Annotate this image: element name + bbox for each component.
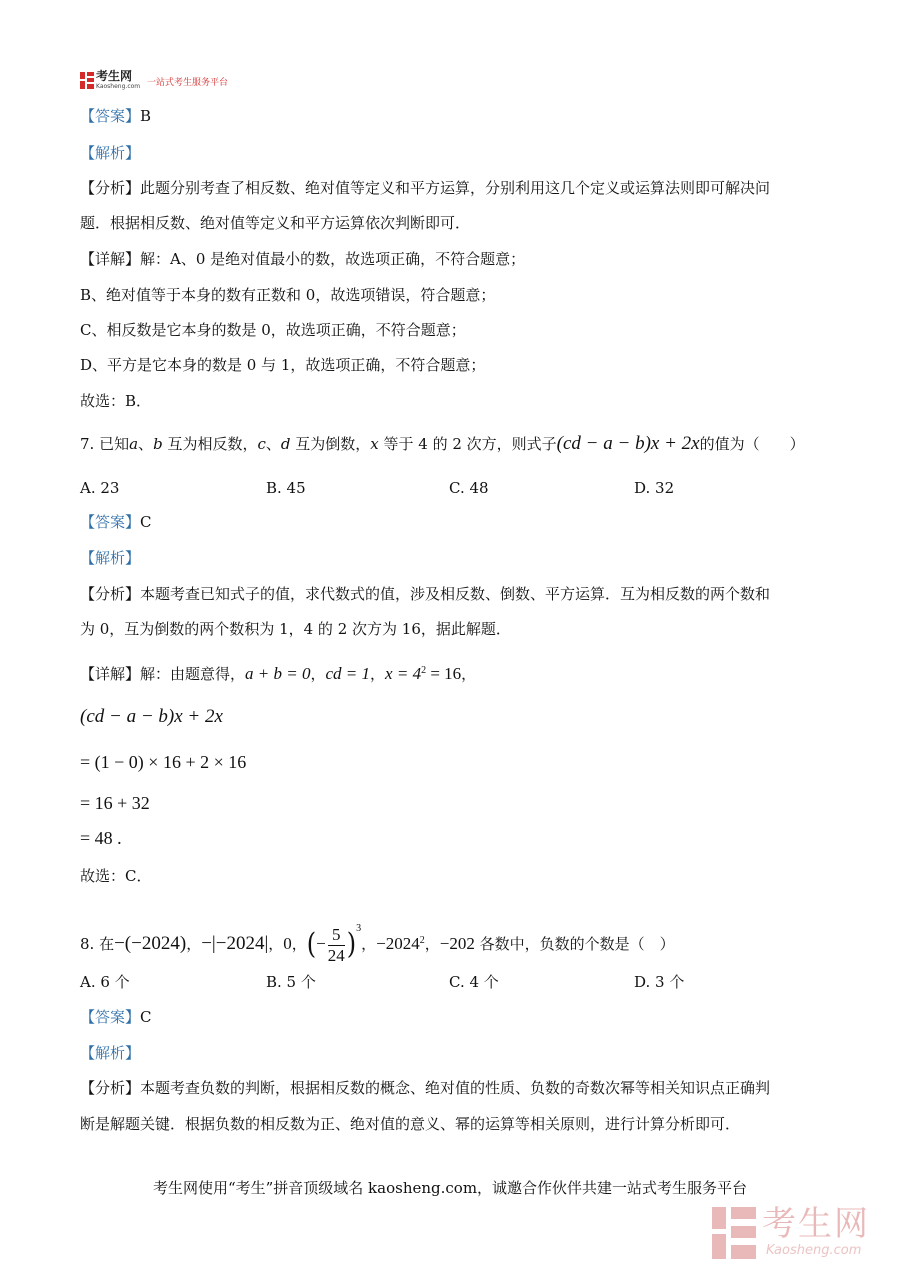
- kaosheng-logo-mark-icon: [80, 72, 94, 89]
- number-zero: 0: [283, 934, 292, 953]
- logo-subtext: Kaosheng.com: [96, 83, 141, 90]
- stem-text: 等于 4 的 2 次方，则式子: [378, 435, 557, 453]
- q6-answer-line: [80, 106, 151, 126]
- var-d: d: [280, 435, 291, 453]
- fenxi-text: 本题考查负数的判断，根据相反数的概念、绝对值的性质、负数的奇数次幂等相关知识点正确判: [140, 1079, 771, 1097]
- fenxi-tag: 【分析】: [80, 585, 141, 603]
- q7-option-d: D. 32: [634, 479, 675, 497]
- q7-step-1: (cd − a − b)x + 2x: [80, 706, 223, 727]
- q6-line-b: B、绝对值等于本身的数有正数和 0，故选项错误，符合题意；: [80, 286, 496, 304]
- q7-stem: [80, 434, 805, 454]
- number-opposite: −(−2024): [114, 933, 187, 954]
- frac-sign: −: [316, 934, 326, 953]
- q7-fenxi-line1: [80, 584, 770, 604]
- q7-answer-line: [80, 512, 152, 532]
- equation-x-right: = 16: [426, 664, 462, 683]
- equation-product: cd = 1: [325, 664, 371, 683]
- right-paren: ): [346, 927, 357, 961]
- fraction-exponent: 3: [356, 923, 362, 934]
- separator: ，: [186, 935, 202, 953]
- left-paren: (: [306, 927, 317, 961]
- q6-jiexi-tag: 【解析】: [80, 144, 141, 162]
- answer-tag: 【答案】: [80, 1008, 141, 1026]
- q7-step-4: = 48 .: [80, 828, 122, 848]
- q8-option-b: B. 5 个: [266, 973, 316, 991]
- fenxi-text: 此题分别考查了相反数、绝对值等定义和平方运算，分别利用这几个定义或运算法则即可解决问: [140, 179, 771, 197]
- answer-value: C: [140, 513, 152, 531]
- q7-option-b: B. 45: [266, 479, 306, 497]
- q6-fenxi-line2: 题．根据相反数、绝对值等定义和平方运算依次判断即可．: [80, 214, 471, 232]
- q7-option-a: A. 23: [80, 479, 120, 497]
- var-x: x: [370, 435, 379, 453]
- xiangjie-tag: 【详解】: [80, 250, 141, 268]
- q7-xiangjie-line: [80, 661, 476, 684]
- q8-fenxi-line2: 断是解题关键．根据负数的相反数为正、绝对值的意义、幂的运算等相关原则，进行计算分析即可．: [80, 1115, 741, 1133]
- fenxi-tag: 【分析】: [80, 1079, 141, 1097]
- comma: ，: [461, 665, 477, 683]
- q6-xiangjie-line: [80, 249, 525, 269]
- fraction-denominator: 24: [327, 945, 345, 965]
- logo-text: 考生网: [96, 69, 133, 83]
- equation-x-exponent: 2: [421, 665, 427, 676]
- comma: ，: [310, 665, 326, 683]
- q7-fenxi-line2: 为 0，互为倒数的两个数积为 1，4 的 2 次方为 16，据此解题．: [80, 620, 511, 638]
- watermark-text: 考生网: [762, 1204, 870, 1244]
- q7-option-c: C. 48: [449, 479, 489, 497]
- q6-line-c: C、相反数是它本身的数是 0，故选项正确，不符合题意；: [80, 321, 466, 339]
- q8-option-a: A. 6 个: [80, 973, 130, 991]
- q7-expression: (cd − a − b)x + 2x: [556, 433, 700, 454]
- q7-step-3: = 16 + 32: [80, 793, 150, 813]
- stem-text: 互为倒数，: [290, 435, 371, 453]
- q6-fenxi-line1: [80, 178, 770, 198]
- fenxi-tag: 【分析】: [80, 179, 141, 197]
- power-exponent: 2: [419, 935, 425, 946]
- stem-suffix: 的值为（ ）: [699, 435, 805, 453]
- var-c: c: [257, 435, 266, 453]
- stem-prefix: 7. 已知: [80, 435, 130, 453]
- q7-jiexi-tag: 【解析】: [80, 549, 141, 567]
- stem-text: 互为相反数，: [162, 435, 258, 453]
- xiangjie-text: 解：由题意得，: [140, 665, 246, 683]
- answer-value: C: [140, 1008, 152, 1026]
- xiangjie-text: 解：A、0 是绝对值最小的数，故选项正确，不符合题意；: [140, 250, 526, 268]
- fraction-numerator: 5: [328, 925, 345, 946]
- answer-tag: 【答案】: [80, 107, 141, 125]
- var-a: a: [129, 435, 139, 453]
- xiangjie-tag: 【详解】: [80, 665, 141, 683]
- var-b: b: [153, 435, 163, 453]
- answer-tag: 【答案】: [80, 513, 141, 531]
- watermark-logo-icon: [712, 1207, 756, 1259]
- fenxi-text: 本题考查已知式子的值，求代数式的值，涉及相反数、倒数、平方运算．互为相反数的两个数和: [140, 585, 771, 603]
- watermark-subtext: Kaosheng.com: [766, 1243, 862, 1258]
- number-abs: −|−2024|: [201, 933, 269, 954]
- q7-conclusion: 故选：C．: [80, 867, 152, 885]
- q8-fenxi-line1: [80, 1078, 770, 1098]
- header-tagline: 一站式考生服务平台: [147, 78, 229, 88]
- q8-jiexi-tag: 【解析】: [80, 1044, 141, 1062]
- stem-suffix: 各数中，负数的个数是（ ）: [474, 935, 675, 953]
- q6-line-d: D、平方是它本身的数是 0 与 1，故选项正确，不符合题意；: [80, 356, 486, 374]
- q6-conclusion: 故选：B．: [80, 392, 152, 410]
- q8-answer-line: [80, 1007, 152, 1027]
- answer-value: B: [140, 107, 152, 125]
- fraction: [328, 925, 345, 966]
- equation-sum: a + b = 0: [245, 664, 311, 683]
- q8-stem: 8. 在−(−2024)，−|−2024|，0，(− $\frac{5}{24}$ )$^3$，$-2024^2$，−202 各数中，负数的个数是（ ）: [80, 907, 675, 966]
- q8-option-c: C. 4 个: [449, 973, 499, 991]
- comma: ，: [370, 665, 386, 683]
- number-negative: −202: [439, 934, 475, 953]
- q8-option-d: D. 3 个: [634, 973, 685, 991]
- stem-prefix: 8. 在: [80, 935, 115, 953]
- equation-x-left: x = 4: [385, 664, 422, 683]
- power-base: −2024: [376, 934, 420, 953]
- separator: 、: [265, 435, 281, 453]
- page-footer: 考生网使用“考生”拼音顶级域名 kaosheng.com，诚邀合作伙伴共建一站式考生服务平台: [152, 1179, 748, 1197]
- separator: 、: [138, 435, 154, 453]
- q7-step-2: = (1 − 0) × 16 + 2 × 16: [80, 752, 247, 772]
